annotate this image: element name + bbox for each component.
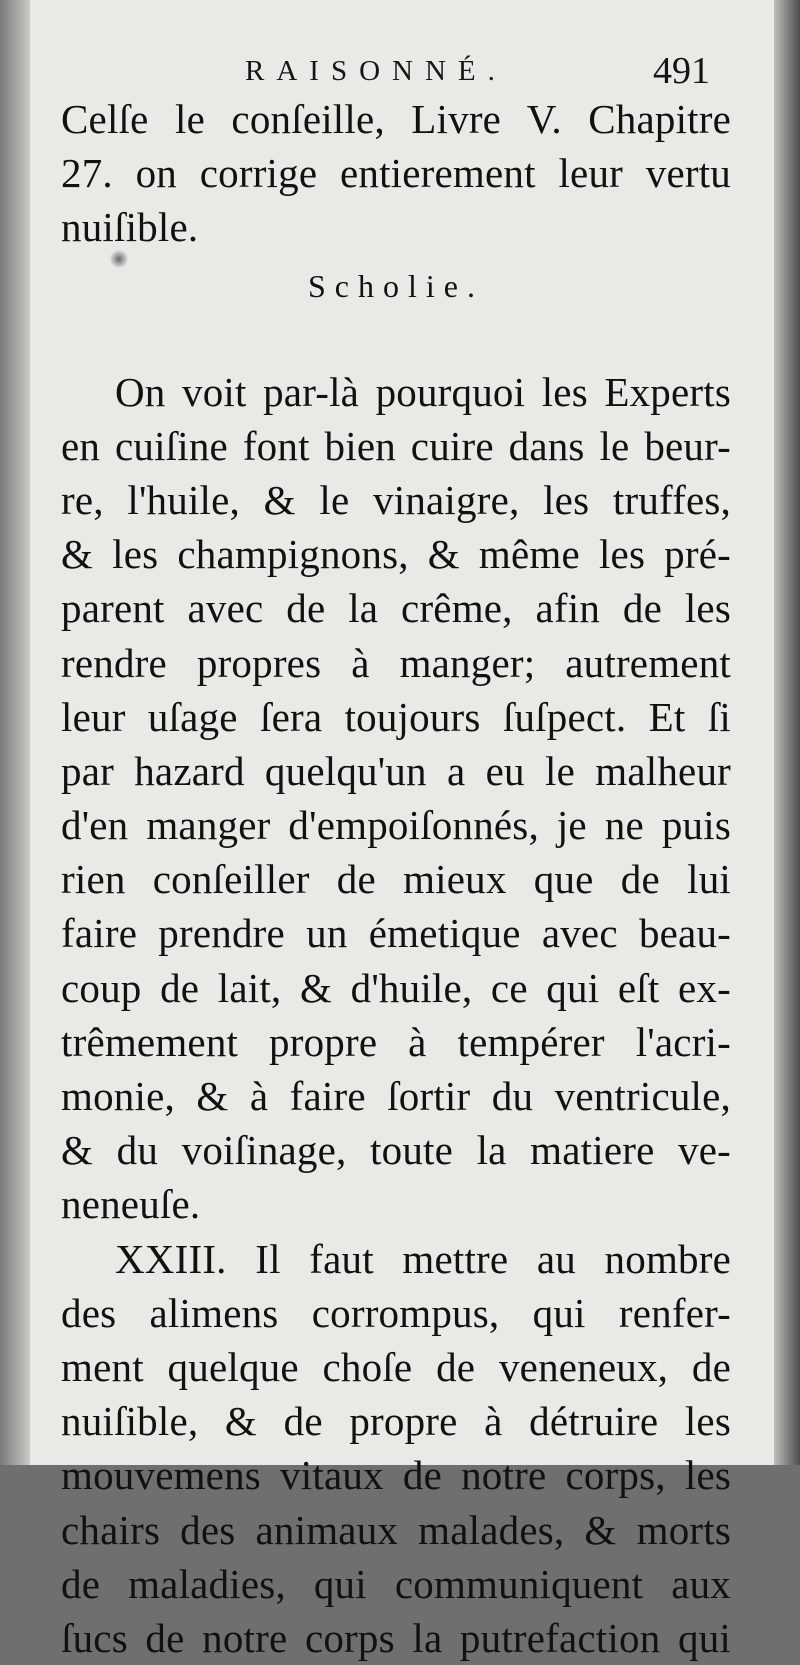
text-line: & du voiſinage, toute la matiere ve-: [61, 1127, 731, 1174]
text-line: ment quelque choſe de veneneux, de: [61, 1343, 731, 1390]
page-left-edge: [0, 0, 30, 1465]
scholie-heading: Scholie.: [308, 267, 484, 304]
page-right-shadow: [774, 0, 800, 1465]
text-line: rien conſeiller de mieux que de lui: [61, 856, 731, 903]
text-line: des alimens corrompus, qui renfer-: [61, 1289, 731, 1336]
text-line: en cuiſine font bien cuire dans le beur-: [61, 422, 731, 469]
page-text: [61, 92, 731, 1665]
text-line: On voit par-là pourquoi les Experts: [115, 368, 731, 415]
book-page: [30, 0, 776, 1661]
text-line: ſucs de notre corps la putrefaction qui: [61, 1614, 731, 1661]
text-line: XXIII. Il faut mettre au nombre: [115, 1235, 731, 1282]
text-line: de maladies, qui communiquent aux: [61, 1560, 731, 1607]
text-line: mouvemens vitaux de notre corps, les: [61, 1452, 731, 1499]
text-line: 27. on corrige entierement leur vertu: [61, 150, 731, 197]
text-line: d'en manger d'empoiſonnés, je ne puis: [61, 802, 731, 849]
text-line: monie, & à faire ſortir du ventricule,: [61, 1073, 731, 1119]
text-line: & les champignons, & même les pré-: [61, 531, 731, 578]
text-line: leur uſage ſera toujours ſuſpect. Et ſi: [61, 693, 731, 740]
text-line: trêmement propre à tempérer l'acri-: [61, 1018, 731, 1065]
text-line: neneuſe.: [61, 1181, 201, 1228]
text-line: parent avec de la crême, afin de les: [61, 585, 731, 632]
text-line: par hazard quelqu'un a eu le malheur: [61, 747, 731, 794]
running-head: [30, 50, 775, 95]
text-line: nuiſible.: [61, 204, 199, 251]
text-line: chairs des animaux malades, & morts: [61, 1506, 731, 1553]
text-line: Celſe le conſeille, Livre V. Chapitre: [61, 96, 731, 142]
section-gap: [61, 317, 731, 365]
text-line: nuiſible, & de propre à détruire les: [61, 1398, 731, 1445]
text-line: re, l'huile, & le vinaigre, les truffes,: [61, 476, 731, 523]
text-line: rendre propres à manger; autrement: [61, 639, 731, 686]
running-title: RAISONNÉ.: [245, 55, 507, 87]
text-line: coup de lait, & d'huile, ce qui eſt ex-: [61, 964, 731, 1011]
text-line: faire prendre un émetique avec beau-: [61, 910, 731, 957]
page-number: 491: [653, 50, 710, 92]
